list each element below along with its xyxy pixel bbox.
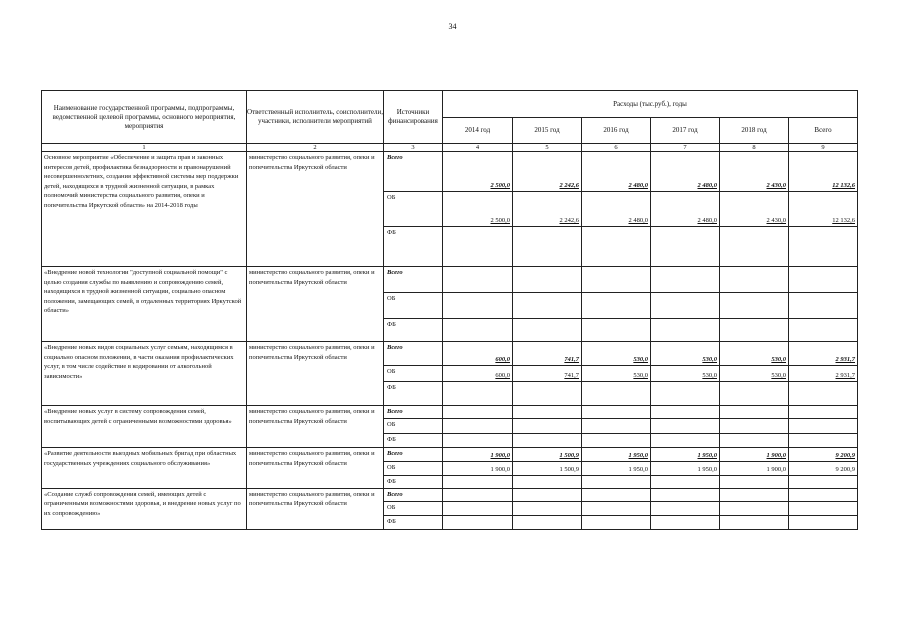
expense-value (582, 515, 651, 529)
responsible-executor: министерство социального развития, опеки и попечительства Иркутской области (247, 267, 384, 342)
activity-name: «Внедрение новых видов социальных услуг семьям, находящимся в социально опасном положении, в части оказания профилактических услуг, в том числе содействие в кодировании от алкогольной зависимости» (42, 342, 247, 406)
expense-value: 2 480,0 (651, 192, 720, 227)
expense-value: 1 950,0 (582, 462, 651, 476)
expenses-table (41, 90, 858, 530)
expense-value (720, 382, 789, 406)
funding-source: Всего (384, 488, 443, 501)
expense-value (789, 419, 858, 434)
column-index: 8 (720, 144, 789, 152)
expense-value: 2 242,6 (513, 152, 582, 192)
expense-value (582, 501, 651, 515)
column-index: 6 (582, 144, 651, 152)
expense-value: 530,0 (582, 342, 651, 366)
expense-value (513, 476, 582, 489)
expense-value: 9 200,9 (789, 462, 858, 476)
expense-value (513, 419, 582, 434)
expense-value (789, 515, 858, 529)
expense-value (651, 419, 720, 434)
expense-value (789, 488, 858, 501)
expense-value: 1 900,0 (443, 448, 513, 462)
expense-value (582, 319, 651, 342)
funding-source: ФБ (384, 319, 443, 342)
expense-value (789, 267, 858, 293)
activity-name: Основное мероприятие «Обеспечение и защита прав и законных интересов детей, профилактика безнадзорности и правонарушений несовершеннолетних, создания эффективной системы мер поддержки детей, находящихся в трудной жизненной ситуации, в рамках полномочий министерства социального развития, опеки и попечительства Иркутской области» на 2014-2018 годы (42, 152, 247, 267)
expense-value (789, 293, 858, 319)
expense-value (443, 319, 513, 342)
expense-value (651, 227, 720, 267)
expense-value: 12 132,6 (789, 152, 858, 192)
expense-value: 2 242,6 (513, 192, 582, 227)
funding-source: ОБ (384, 192, 443, 227)
expense-value: 1 900,0 (443, 462, 513, 476)
expense-value (513, 501, 582, 515)
expense-value (651, 476, 720, 489)
expense-value (513, 382, 582, 406)
expense-value (443, 434, 513, 448)
funding-source: ФБ (384, 434, 443, 448)
expense-value (720, 501, 789, 515)
expense-value: 600,0 (443, 342, 513, 366)
expense-value (513, 488, 582, 501)
expense-value: 1 950,0 (582, 448, 651, 462)
expense-value (651, 488, 720, 501)
expense-value: 741,7 (513, 342, 582, 366)
expense-value (582, 293, 651, 319)
expense-value: 1 500,9 (513, 448, 582, 462)
expense-value (443, 382, 513, 406)
expense-value (651, 501, 720, 515)
expense-value (582, 227, 651, 267)
expense-value: 2 500,0 (443, 152, 513, 192)
expense-value (443, 515, 513, 529)
expense-value (513, 406, 582, 419)
funding-source: Всего (384, 406, 443, 419)
header-expenses: Расходы (тыс.руб.), годы (443, 91, 858, 118)
expense-value (720, 267, 789, 293)
expense-value (443, 406, 513, 419)
expense-value: 2 480,0 (582, 152, 651, 192)
column-index: 2 (247, 144, 384, 152)
expense-value (582, 488, 651, 501)
expense-value: 600,0 (443, 366, 513, 382)
expense-value (789, 382, 858, 406)
expense-value (443, 501, 513, 515)
header-name: Наименование государственной программы, подпрограммы, ведомственной целевой программы, основного мероприятия, мероприятия (42, 91, 247, 144)
expense-value (443, 293, 513, 319)
expense-value (582, 476, 651, 489)
expense-value: 2 430,0 (720, 152, 789, 192)
expense-value (789, 406, 858, 419)
expense-value: 2 480,0 (651, 152, 720, 192)
funding-source: ОБ (384, 462, 443, 476)
table-row (42, 152, 858, 192)
page-number: 34 (448, 22, 457, 31)
activity-name: «Внедрение новой технологии "доступной социальной помощи" с целью создания службы по выявлению и сопровождению семей, находящихся в трудной жизненной ситуации, социально опасном положении, замещающих семей, в отдаленных территориях Иркутской области» (42, 267, 247, 342)
funding-source: ОБ (384, 419, 443, 434)
funding-source: ОБ (384, 293, 443, 319)
funding-source: ОБ (384, 501, 443, 515)
column-index: 5 (513, 144, 582, 152)
expense-value: 1 950,0 (651, 448, 720, 462)
expense-value: 1 900,0 (720, 448, 789, 462)
expense-value (582, 267, 651, 293)
expense-value (582, 382, 651, 406)
expense-value (651, 319, 720, 342)
table-row (42, 342, 858, 366)
expense-value (582, 419, 651, 434)
activity-name: «Развитие деятельности выездных мобильных бригад при областных государственных учреждениях социального обслуживания» (42, 448, 247, 489)
header-source: Источники финансирования (384, 91, 443, 144)
responsible-executor: министерство социального развития, опеки и попечительства Иркутской области (247, 448, 384, 489)
expense-value: 741,7 (513, 366, 582, 382)
expense-value (513, 227, 582, 267)
expense-value: 2 430,0 (720, 192, 789, 227)
column-index: 4 (443, 144, 513, 152)
header-year: 2018 год (720, 118, 789, 144)
header-year: 2015 год (513, 118, 582, 144)
expense-value: 530,0 (582, 366, 651, 382)
expense-value (789, 476, 858, 489)
expense-value (720, 227, 789, 267)
funding-source: Всего (384, 267, 443, 293)
expense-value (789, 501, 858, 515)
expense-value: 12 132,6 (789, 192, 858, 227)
responsible-executor: министерство социального развития, опеки и попечительства Иркутской области (247, 152, 384, 267)
expense-value: 2 500,0 (443, 192, 513, 227)
expense-value (651, 406, 720, 419)
header-year: 2016 год (582, 118, 651, 144)
expense-value: 530,0 (651, 342, 720, 366)
header-total: Всего (789, 118, 858, 144)
funding-source: ФБ (384, 382, 443, 406)
table-row (42, 267, 858, 293)
expense-value (443, 488, 513, 501)
expense-value (513, 515, 582, 529)
expense-value (513, 434, 582, 448)
expense-value: 2 931,7 (789, 342, 858, 366)
table-row (42, 448, 858, 462)
expense-value (651, 515, 720, 529)
expense-value (720, 476, 789, 489)
expense-value (789, 434, 858, 448)
expense-value (651, 267, 720, 293)
expense-value (513, 319, 582, 342)
responsible-executor: министерство социального развития, опеки и попечительства Иркутской области (247, 342, 384, 406)
expense-value: 530,0 (651, 366, 720, 382)
column-index: 7 (651, 144, 720, 152)
funding-source: ФБ (384, 227, 443, 267)
expense-value: 1 500,9 (513, 462, 582, 476)
expense-value: 9 200,9 (789, 448, 858, 462)
expense-value (443, 267, 513, 293)
funding-source: Всего (384, 152, 443, 192)
expense-value (720, 406, 789, 419)
expense-value (720, 293, 789, 319)
expense-value (720, 419, 789, 434)
funding-source: ФБ (384, 515, 443, 529)
activity-name: «Внедрение новых услуг в систему сопровождения семей, воспитывающих детей с ограниченными возможностями здоровья» (42, 406, 247, 448)
funding-source: Всего (384, 342, 443, 366)
header-year: 2014 год (443, 118, 513, 144)
funding-source: ОБ (384, 366, 443, 382)
expense-value (720, 488, 789, 501)
expense-value (720, 319, 789, 342)
responsible-executor: министерство социального развития, опеки и попечительства Иркутской области (247, 406, 384, 448)
expense-value (789, 319, 858, 342)
activity-name: «Создание служб сопровождения семей, имеющих детей с ограниченными возможностями здоровья, и внедрение новых услуг по их сопровождению» (42, 488, 247, 529)
expense-value (651, 293, 720, 319)
expense-value (720, 434, 789, 448)
expense-value (651, 382, 720, 406)
header-responsible: Ответственный исполнитель, соисполнители, участники, исполнители мероприятий (247, 91, 384, 144)
expense-value: 530,0 (720, 342, 789, 366)
expense-value (513, 267, 582, 293)
column-index: 9 (789, 144, 858, 152)
column-index: 1 (42, 144, 247, 152)
expense-value: 2 480,0 (582, 192, 651, 227)
expense-value (582, 406, 651, 419)
column-index: 3 (384, 144, 443, 152)
funding-source: ФБ (384, 476, 443, 489)
expense-value: 530,0 (720, 366, 789, 382)
table-row (42, 406, 858, 419)
expense-value: 1 950,0 (651, 462, 720, 476)
table-row (42, 488, 858, 501)
responsible-executor: министерство социального развития, опеки и попечительства Иркутской области (247, 488, 384, 529)
expense-value (720, 515, 789, 529)
expense-value (513, 293, 582, 319)
header-year: 2017 год (651, 118, 720, 144)
expense-value (443, 227, 513, 267)
expense-value (651, 434, 720, 448)
funding-source: Всего (384, 448, 443, 462)
expense-value: 1 900,0 (720, 462, 789, 476)
expense-value (582, 434, 651, 448)
expense-value (789, 227, 858, 267)
expense-value (443, 419, 513, 434)
expense-value: 2 931,7 (789, 366, 858, 382)
expense-value (443, 476, 513, 489)
